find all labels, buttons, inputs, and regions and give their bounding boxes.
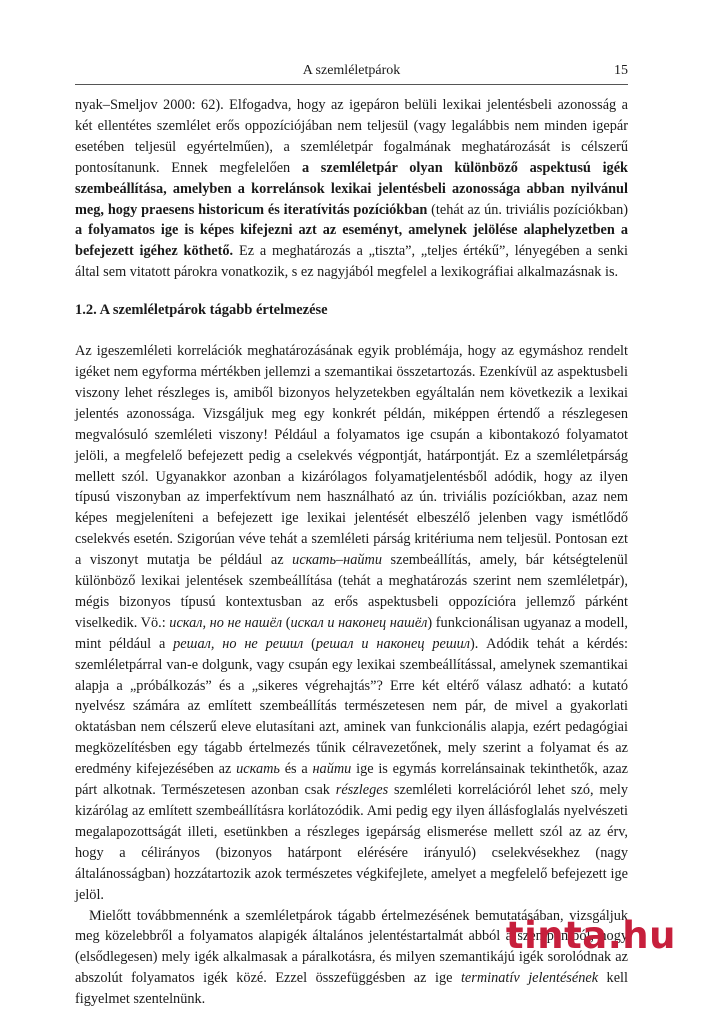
russian-example: найти bbox=[312, 761, 352, 778]
text-run: ) funkcionálisan ugyanaz a modell, mint például a bbox=[75, 614, 628, 652]
emphasis: terminatív jelentésének bbox=[460, 970, 599, 987]
spacer bbox=[75, 321, 628, 341]
russian-example: искать–найти bbox=[292, 552, 382, 569]
running-header bbox=[75, 60, 628, 85]
text-run: és a bbox=[279, 761, 313, 778]
text-run: szemléleti korrelációról lehet szó, mely kizárólag az említett szembeállításra korlátozódik. Ami pedig egy ilyen állásfoglalás nyelvészeti megalapozottságát illeti, esetünkben a részleges igepárság elismerése mellett szól az az érv, hogy a célirányos (bizonyos határpont elérésére irányuló) cselekvésekhez (nagy általánosságban) hozzátartozik azok természetes végkifejlete, amelyet a megfelelő befejezett ige jelöl. bbox=[75, 782, 628, 903]
text-run: kell figyelmet szentelnünk. bbox=[75, 970, 628, 1008]
russian-example: решал и наконец решил bbox=[315, 635, 470, 652]
text-run: ). Adódik tehát a kérdés: szemléletpárral van-e dolgunk, vagy csupán egy lexikai szembeállítással, amelynek szemantikai alapja a „próbálkozás” és a „sikeres végrehajtás”? Erre két eltérő válasz adható: a kutató nyelvész számára az említett szembeállítás természetesen nem pár, de mivel a gyakorlati oktatásban nem célszerű eleve elutasítani azt, aminek van funkcionális alapja, ezért pedagógiai megközelítésben egy tágabb értelmezés tűnik célravezetőnek, mely szerint a folyamat és az eredmény kifejezésében az bbox=[75, 635, 628, 778]
russian-example: искать bbox=[236, 761, 280, 778]
text-run: Az igeszemléleti korrelációk meghatározásának egyik problémája, hogy az egymáshoz rendelt igéket nem egyforma mértékben jellemzi a szemantikai összetartozás. Ezenkívül az aspektusbeli viszony lehet részleges is, amiből bizonyos helyzetekben egyáltalán nem következik a lexikai jelentés azonossága. Vizsgáljuk meg egy konkrét példán, miképpen értendő a részlegesen megvalósuló szemléleti viszony! Például a folyamatos ige csupán a kibontakozó folyamatot jelöli, a megfelelő befejezett pedig a cselekvés végpontját, határpontját. Ez a szemléletpárság mellett szól. Ugyanakkor azonban a kizárólagos folyamatjelentésből adódik, hogy az ilyen típusú viszonyban az imperfektívum nem használható az ún. triviális pozíciókban, azaz nem képes megjeleníteni a befejezett ige lexikai jelentését elbeszélő jelenben vagy ismétlődő cselekvés esetén. Szigorúan véve tehát a szemléleti párság kritériuma nem teljesül. Pontosan ezt a viszonyt mutatja be például az bbox=[75, 343, 628, 569]
page-number: 15 bbox=[614, 63, 628, 78]
text-run: Ez a meghatározás a „tiszta”, „teljes értékű”, lényegében a senki által sem vitatott párokra vonatkozik, s ez nagyjából megfelel a lexikográfiai alkalmazásnak is. bbox=[75, 243, 628, 281]
paragraph-2 bbox=[75, 341, 628, 905]
text-run: Mielőtt továbbmennénk a szemléletpárok tágabb értelmezésének bemutatásában, vizsgáljuk meg közelebbről a folyamatos alapigék általános jelentéstartalmát abból a szempontból, hogy (elsődlegesen) mely igék alkalmasak a páralkotásra, és milyen szemantikájú igék sorolódnak az abszolút folyamatos igék közé. Ezzel összefüggésben az ige bbox=[75, 907, 628, 987]
text-run: szembeállítás, amely, bár kétségtelenül különböző lexikai jelentések szembeállítása (tehát a meghatározás szerint nem szemléletpár), mégis bizonyos típusú kontextusban az erős aspektusbeli oppozícióra jellemző párként viselkedik. Vö.: bbox=[75, 552, 628, 631]
emphasis: részleges bbox=[335, 782, 389, 799]
text-run: ( bbox=[282, 614, 291, 631]
paragraph-1 bbox=[75, 95, 628, 283]
bold-definition-2: a folyamatos ige is képes kifejezni azt az eseményt, amelynek jelölése alaphelyzetben a befejezett igéhez köthető. bbox=[75, 222, 628, 260]
russian-example: искал и наконец нашёл bbox=[290, 614, 428, 631]
russian-example: решал, но не решил bbox=[173, 635, 304, 652]
spacer bbox=[75, 283, 628, 300]
russian-example: искал, но не нашёл bbox=[169, 614, 283, 631]
text-run: nyak–Smeljov 2000: 62). Elfogadva, hogy az igepáron belüli lexikai jelentésbeli azonosság a két ellentétes szemlélet erős oppozíciójában nem teljesül (vagy legalábbis nem minden igepár esetében teljesül egyértelműen), a szemléletpár fogalmának meghatározását is célszerű pontosítanunk. Ennek megfelelően bbox=[75, 97, 628, 176]
publisher-watermark: tinta.hu bbox=[505, 914, 676, 957]
text-run: ( bbox=[303, 635, 316, 652]
text-run: (tehát az ún. triviális pozíciókban) bbox=[427, 201, 628, 218]
text-run: ige is egymás korrelánsainak tekinthetők, azaz párt alkotnak. Természetesen azonban csak bbox=[75, 761, 628, 799]
page-body bbox=[75, 95, 628, 1010]
running-title: A szemléletpárok bbox=[302, 63, 401, 78]
section-heading: 1.2. A szemléletpárok tágabb értelmezése bbox=[75, 302, 328, 319]
bold-definition-1: a szemléletpár olyan különböző aspektusú igék szembeállítása, amelyben a korrelánsok lexikai jelentésbeli azonossága abban nyilvánul meg, hogy praesens historicum és iteratívitás pozíciókban bbox=[75, 159, 628, 218]
